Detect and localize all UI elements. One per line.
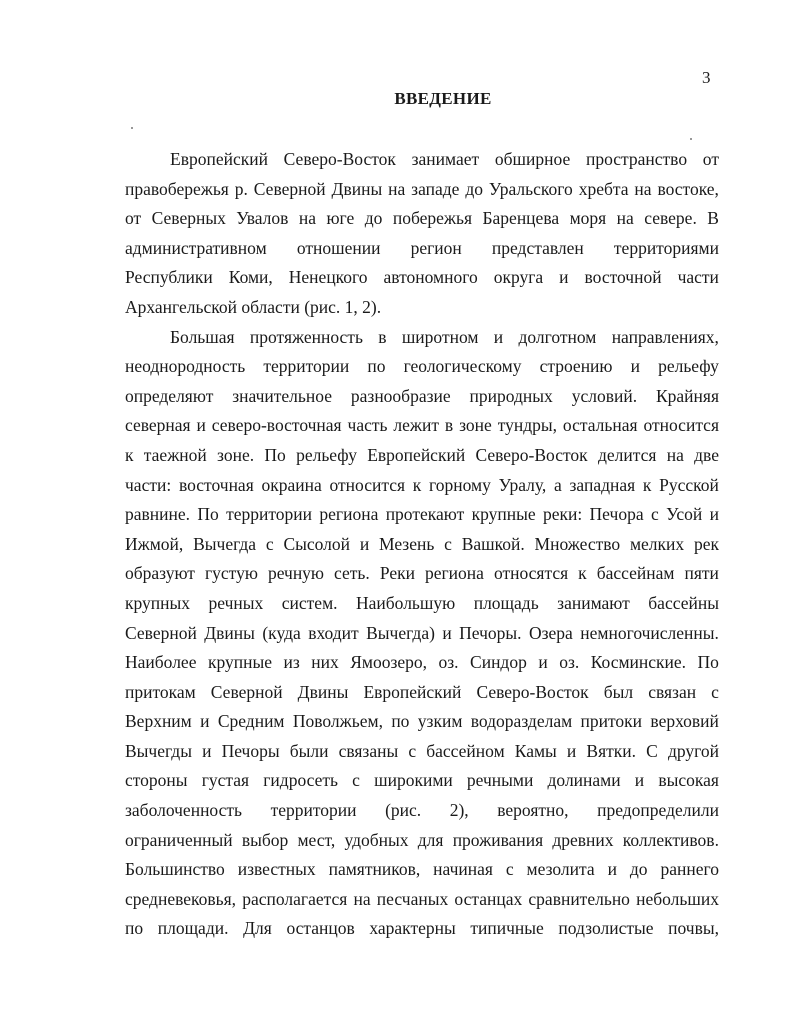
text-line: Большая протяженность в широтном и долготном направлениях, — [170, 326, 719, 347]
text-line: стороны густая гидросеть с широкими речными долинами и высокая — [125, 770, 719, 791]
text-line: Наиболее крупные из них Ямоозеро, оз. Синдор и оз. Косминские. По — [125, 652, 719, 673]
text-line: Ижмой, Вычегда с Сысолой и Мезень с Вашкой. Множество мелких рек — [125, 533, 719, 554]
text-line: крупных речных систем. Наибольшую площадь занимают бассейны — [125, 592, 719, 613]
text-line: заболоченность территории (рис. 2), вероятно, предопределили — [125, 800, 719, 821]
text-line: ограниченный выбор мест, удобных для проживания древних коллективов. — [125, 829, 719, 850]
text-line: неоднородность территории по геологическому строению и рельефу — [125, 356, 719, 377]
text-line: притокам Северной Двины Европейский Северо-Восток был связан с — [125, 681, 719, 702]
text-line: правобережья р. Северной Двины на западе до Уральского хребта на востоке, — [125, 178, 719, 199]
text-line: к таежной зоне. По рельефу Европейский Северо-Восток делится на две — [125, 444, 719, 465]
text-line: Вычегды и Печоры были связаны с бассейном Камы и Вятки. С другой — [125, 740, 719, 761]
text-line: Архангельской области (рис. 1, 2). — [125, 296, 382, 317]
text-line: Верхним и Средним Поволжьем, по узким водоразделам притоки верховий — [125, 711, 719, 732]
page-number: 3 — [702, 68, 711, 87]
page-heading: ВВЕДЕНИЕ — [394, 89, 492, 108]
text-line: от Северных Увалов на юге до побережья Баренцева моря на севере. В — [125, 208, 719, 229]
text-line: средневековья, располагается на песчаных останцах сравнительно небольших — [125, 888, 719, 909]
text-line: части: восточная окраина относится к горному Уралу, а западная к Русской — [125, 474, 719, 495]
scan-speck — [131, 127, 133, 129]
text-line: по площади. Для останцов характерны типичные подзолистые почвы, — [125, 918, 719, 939]
body-text — [125, 145, 719, 944]
text-line: Большинство известных памятников, начиная с мезолита и до раннего — [125, 859, 719, 880]
text-line: определяют значительное разнообразие природных условий. Крайняя — [125, 385, 719, 406]
text-line: административном отношении регион представлен территориями — [125, 237, 719, 258]
text-line: Европейский Северо-Восток занимает обширное пространство от — [170, 149, 719, 169]
text-line: образуют густую речную сеть. Реки региона относятся к бассейнам пяти — [125, 563, 719, 584]
text-line: Республики Коми, Ненецкого автономного округа и восточной части — [125, 267, 719, 288]
text-line: северная и северо-восточная часть лежит в зоне тундры, остальная относится — [125, 415, 719, 436]
text-line: равнине. По территории региона протекают крупные реки: Печора с Усой и — [125, 504, 719, 525]
scan-speck — [690, 138, 692, 140]
text-line: Северной Двины (куда входит Вычегда) и Печоры. Озера немногочисленны. — [125, 622, 719, 643]
